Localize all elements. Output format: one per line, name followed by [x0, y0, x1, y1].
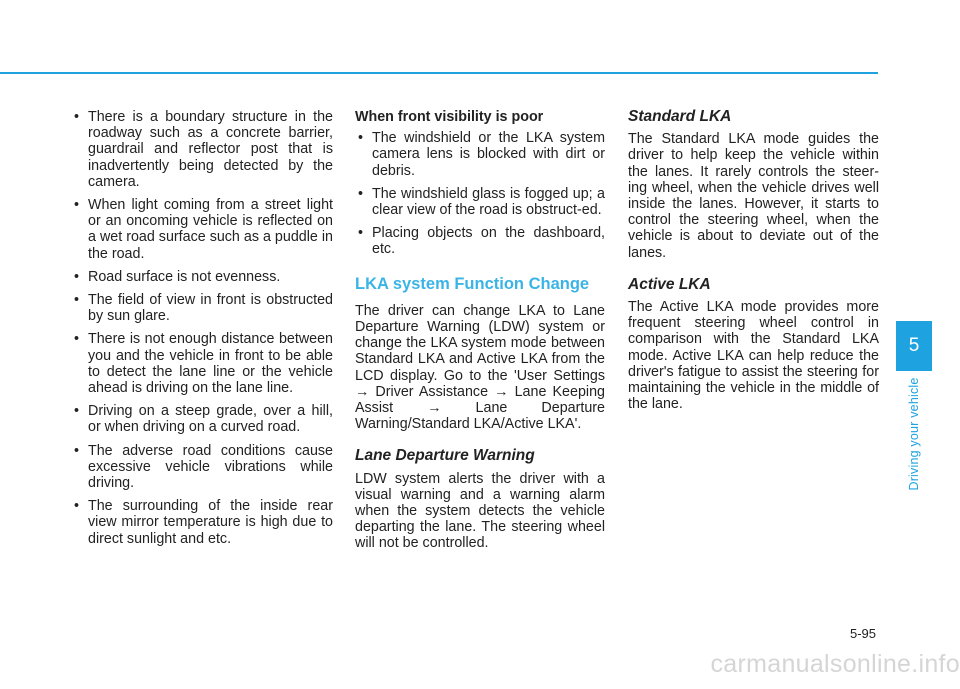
- section-title-function-change: LKA system Function Change: [355, 274, 590, 293]
- standard-lka-title: Standard LKA: [628, 108, 732, 125]
- page-number: 5-95: [849, 626, 876, 641]
- ldw-text: LDW system alerts the driver with a visual warning and a warning alarm when the system detects the vehicle departing the lane. The steering wheel will not be controlled.: [355, 470, 605, 552]
- chapter-tab: 5: [896, 321, 932, 371]
- visibility-heading: When front visibility is poor: [355, 109, 544, 125]
- column-3: [628, 109, 879, 412]
- active-lka-text: The Active LKA mode provides more frequent steering wheel control in comparison with the Standard LKA mode. Active LKA can help reduce the driver's fatigue to assist the steering for maintaining the vehicle in the middle of the lane.: [628, 299, 879, 413]
- list-item: • The surrounding of the inside rear view mirror temperature is high due to direct sunlight and etc.: [71, 498, 333, 547]
- ldw-title: Lane Departure Warning: [355, 447, 535, 465]
- header-rule: [0, 72, 878, 74]
- list-item: • There is a boundary structure in the roadway such as a concrete barrier, guardrail and reflector post that is inadvertently being detected by the camera.: [71, 109, 333, 190]
- list-item: • Driving on a steep grade, over a hill, or when driving on a curved road.: [71, 403, 333, 435]
- watermark: carmanualsonline.info: [710, 650, 960, 678]
- column-2: [355, 109, 605, 552]
- list-item: • The field of view in front is obstructed by sun glare.: [71, 292, 333, 324]
- standard-lka-text: The Standard LKA mode guides the driver to help keep the vehicle within the lanes. It rarely controls the steer-ing wheel, when the vehicle drives well inside the lanes. However, it starts to control the steering wheel, when the vehicle is about to deviate out of the lanes.: [628, 131, 879, 261]
- function-change-text: The driver can change LKA to Lane Departure Warning (LDW) system or change the LKA system mode between Standard LKA and Active LKA from the LCD display. Go to the 'User Settings → Driver Assistance → Lane Keeping Assist → Lane Departure Warning/Standard LKA/Active LKA'.: [355, 302, 605, 433]
- list-item: • Placing objects on the dashboard, etc.: [355, 225, 605, 257]
- active-lka-title: Active LKA: [628, 275, 711, 293]
- list-item: • Road surface is not evenness.: [71, 269, 333, 285]
- list-item: • The adverse road conditions cause excessive vehicle vibrations while driving.: [71, 443, 333, 492]
- visibility-list: [355, 130, 605, 257]
- list-item: • There is not enough distance between you and the vehicle in front to be able to detect the lane line or the vehicle ahead is driving on the lane line.: [71, 331, 333, 396]
- list-item: • The windshield or the LKA system camera lens is blocked with dirt or debris.: [355, 130, 605, 179]
- chapter-title: Driving your vehicle: [907, 377, 921, 491]
- column-1: [71, 109, 333, 554]
- list-item: • The windshield glass is fogged up; a clear view of the road is obstruct-ed.: [355, 186, 605, 218]
- list-item: • When light coming from a street light or an oncoming vehicle is reflected on a wet road surface such as a puddle in the road.: [71, 197, 333, 262]
- condition-list: [71, 109, 333, 547]
